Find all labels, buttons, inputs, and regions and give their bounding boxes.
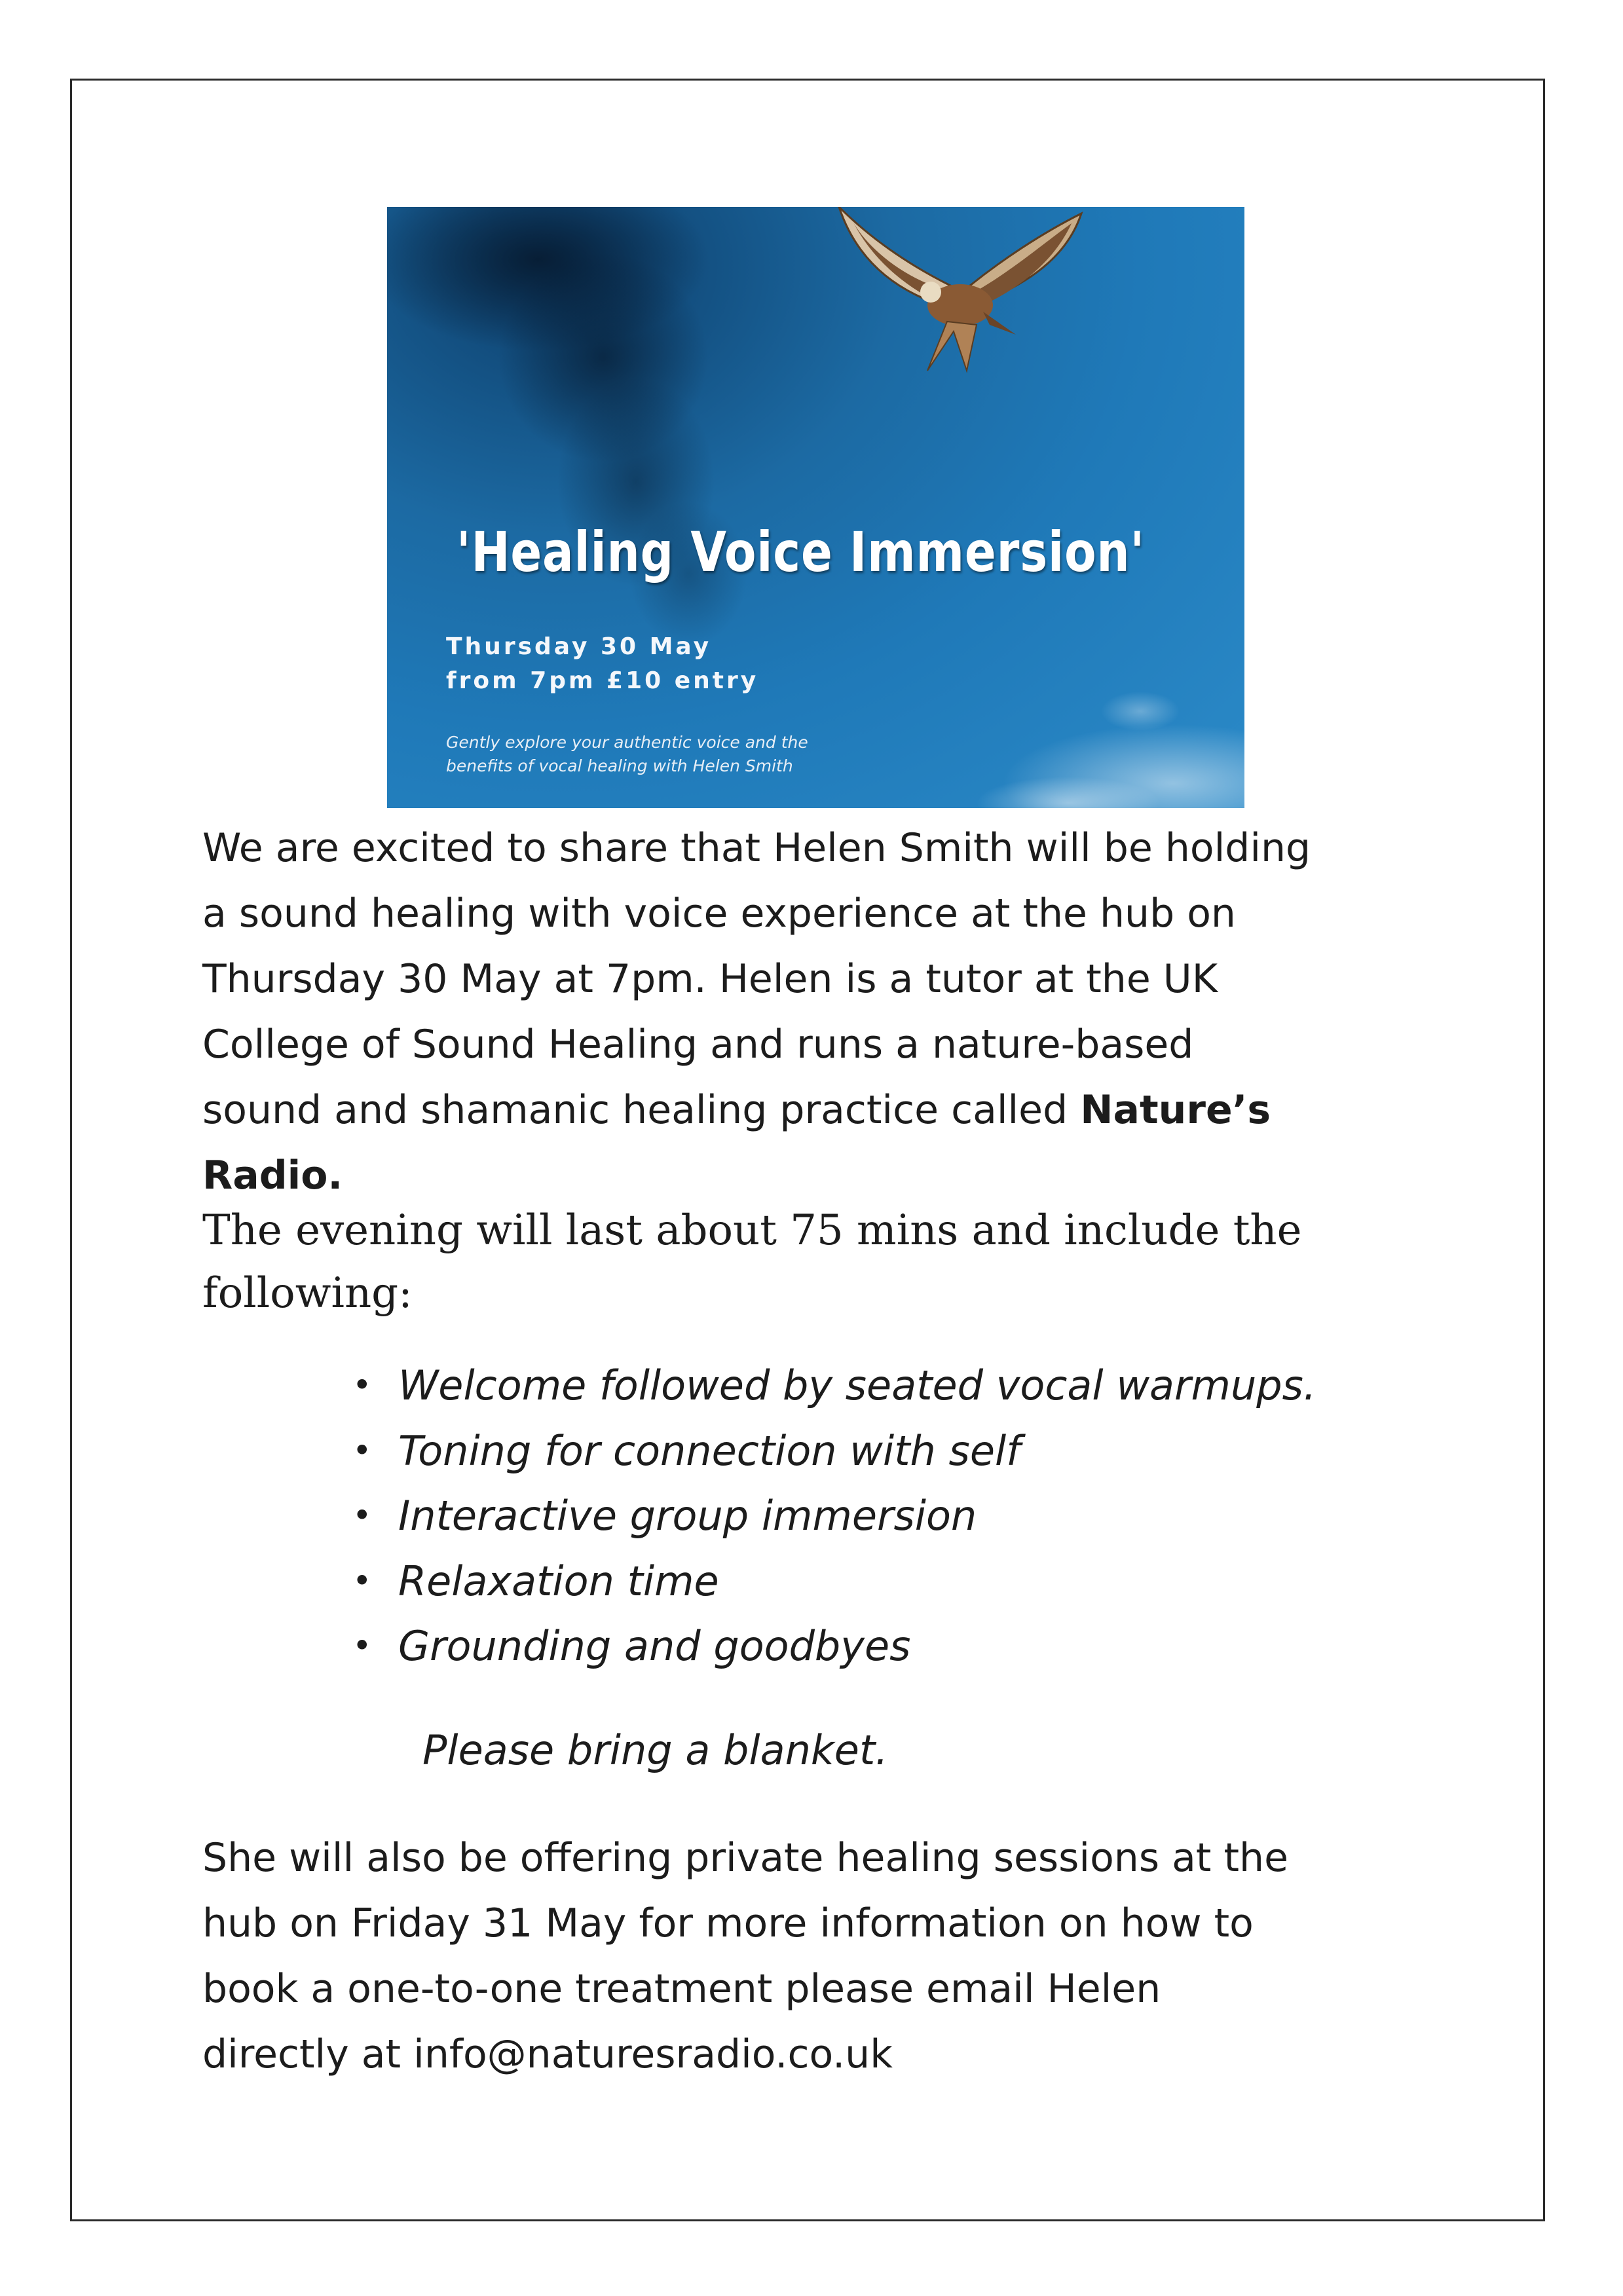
bullet-icon: • bbox=[352, 1366, 372, 1404]
intro-line bbox=[202, 1077, 1499, 1143]
event-poster-image bbox=[387, 207, 1244, 808]
poster-price-line: from 7pm £10 entry bbox=[446, 667, 759, 694]
brand-name: Radio. bbox=[202, 1153, 343, 1198]
agenda-item-text: Grounding and goodbyes bbox=[398, 1622, 911, 1670]
evening-line: following: bbox=[202, 1269, 413, 1318]
agenda-item bbox=[341, 1483, 1316, 1549]
private-sessions-paragraph bbox=[202, 1825, 1499, 2087]
agenda-item-text: Toning for connection with self bbox=[398, 1426, 1021, 1475]
poster-background bbox=[387, 207, 1244, 808]
evening-line: The evening will last about 75 mins and include the bbox=[202, 1206, 1302, 1255]
agenda-item-text: Interactive group immersion bbox=[398, 1492, 977, 1540]
bullet-icon: • bbox=[352, 1627, 372, 1665]
intro-line bbox=[202, 1143, 1499, 1208]
eagle-icon bbox=[839, 207, 1081, 371]
poster-tagline-line: benefits of vocal healing with Helen Smith bbox=[446, 756, 793, 775]
intro-line: We are excited to share that Helen Smith will be holding bbox=[202, 825, 1311, 871]
bullet-icon: • bbox=[352, 1431, 372, 1470]
blanket-note: Please bring a blanket. bbox=[422, 1726, 888, 1774]
contact-email-line: directly at info@naturesradio.co.uk bbox=[202, 2031, 893, 2077]
intro-line-text: sound and shamanic healing practice called bbox=[202, 1087, 1081, 1133]
private-line: She will also be offering private healing sessions at the bbox=[202, 1835, 1288, 1881]
bullet-icon: • bbox=[352, 1561, 372, 1600]
poster-date-line: Thursday 30 May bbox=[446, 633, 712, 660]
intro-paragraph bbox=[202, 815, 1499, 1208]
bullet-icon: • bbox=[352, 1496, 372, 1534]
agenda-item-text: Welcome followed by seated vocal warmups. bbox=[398, 1361, 1316, 1409]
evening-description bbox=[202, 1199, 1447, 1325]
intro-line: a sound healing with voice experience at the hub on bbox=[202, 891, 1236, 936]
poster-tagline bbox=[446, 731, 808, 778]
agenda-item bbox=[341, 1418, 1316, 1484]
agenda-list bbox=[341, 1353, 1316, 1679]
agenda-item bbox=[341, 1353, 1316, 1418]
agenda-item bbox=[341, 1549, 1316, 1614]
intro-line: Thursday 30 May at 7pm. Helen is a tutor at the UK bbox=[202, 956, 1218, 1002]
agenda-item-text: Relaxation time bbox=[398, 1557, 719, 1605]
agenda-item bbox=[341, 1614, 1316, 1679]
private-line: book a one-to-one treatment please email Helen bbox=[202, 1966, 1161, 2012]
brand-name: Nature’s bbox=[1080, 1087, 1271, 1133]
intro-line: College of Sound Healing and runs a nature-based bbox=[202, 1022, 1194, 1067]
private-line: hub on Friday 31 May for more information on how to bbox=[202, 1900, 1254, 1946]
poster-title: 'Healing Voice Immersion' bbox=[457, 520, 1145, 584]
poster-tagline-line: Gently explore your authentic voice and the bbox=[446, 733, 808, 752]
poster-date bbox=[446, 630, 758, 698]
